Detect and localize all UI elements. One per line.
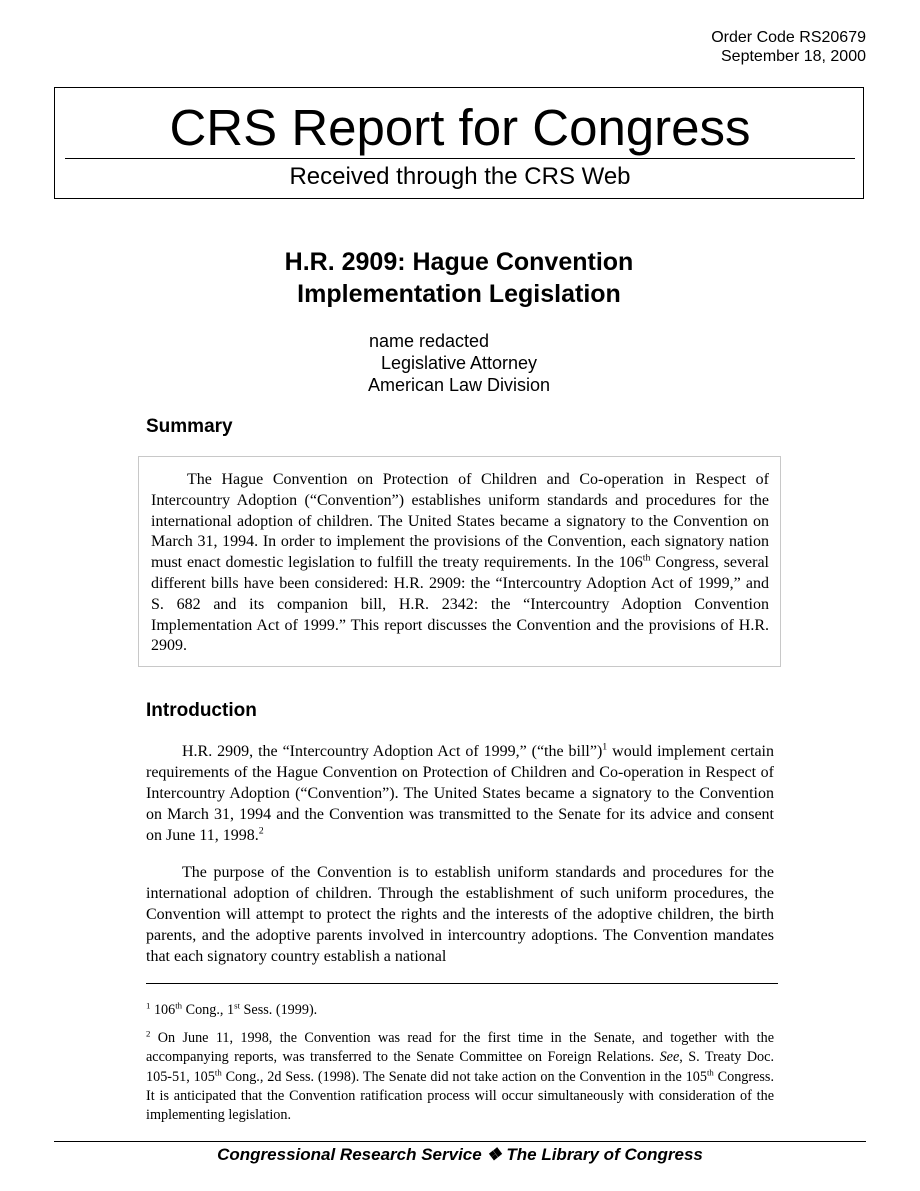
intro-paragraph-1: [146, 742, 774, 847]
intro-p1-b: would implement certain requirements of the Hague Convention on Protection of Children and Co-operation in Respect of Intercountry Adoption (“Convention”). The United States became a signatory to the Convention on March 31, 1994 and the Convention was transmitted to the Senate for its advice and consent on June 11, 1998.: [146, 743, 775, 844]
masthead-divider: [65, 158, 855, 159]
masthead-subtitle: Received through the CRS Web: [289, 163, 631, 190]
summary-superscript: th: [642, 552, 651, 564]
footnote-1-sup-b: st: [234, 1000, 240, 1011]
title-line-1: H.R. 2909: Hague Convention: [284, 248, 634, 276]
footnote-2-number: 2: [146, 1028, 151, 1039]
footnote-divider: [146, 983, 778, 984]
footnote-2-sup: th: [214, 1066, 222, 1077]
intro-p1-a: H.R. 2909, the “Intercountry Adoption Act of 1999,” (“the bill”): [182, 743, 603, 760]
author-division: American Law Division: [367, 375, 551, 395]
footnote-1: [146, 1001, 774, 1020]
footnote-1-text-b: Cong., 1: [182, 1002, 235, 1018]
footnote-2-text-a: On June 11, 1998, the Convention was read for the first time in the Senate, and together with the accompanying reports, was transferred to the Senate Committee on Foreign Relations.: [146, 1030, 774, 1066]
order-code: Order Code RS20679: [711, 29, 866, 46]
summary-heading: Summary: [146, 416, 233, 437]
footnote-2-text-b: , S. Treaty Doc. 105-51, 105: [146, 1049, 774, 1085]
summary-text-a: The Hague Convention on Protection of Children and Co-operation in Respect of Intercountry Adoption (“Convention”) establishes uniform standards and procedures for the international adoption of children. The United States became a signatory to the Convention on March 31, 1994. In order to implement the provisions of the Convention, each signatory nation must enact domestic legislation to fulfill the treaty requirements. In the 106: [151, 471, 769, 572]
footnote-2-text-d: Congress. It is anticipated that the Convention ratification process will occur simultaneously with consideration of the implementing legislation.: [146, 1068, 774, 1124]
introduction-heading: Introduction: [146, 700, 257, 721]
masthead-title: CRS Report for Congress: [169, 99, 751, 156]
footnote-1-number: 1: [146, 1000, 151, 1011]
footnote-ref-2: 2: [258, 825, 264, 837]
masthead: [54, 87, 864, 199]
page-footer: Congressional Research Service ❖ The Library of Congress: [217, 1145, 703, 1164]
footnote-2-sup-2: th: [706, 1066, 714, 1077]
author-block: [54, 330, 864, 396]
footnote-1-text-c: Sess. (1999).: [239, 1002, 318, 1018]
report-date: September 18, 2000: [721, 48, 866, 65]
intro-paragraph-2: The purpose of the Convention is to establish uniform standards and procedures for the international adoption of children. Through the establishment of such uniform procedures, the Convention will attempt to protect the rights and the interests of the adoptive children, the birth parents, and the adoptive parents involved in intercountry adoptions. The Convention mandates that each signatory country establish a national: [146, 864, 774, 965]
order-code-block: [711, 28, 866, 66]
footnote-2-text-c: Cong., 2d Sess. (1998). The Senate did not take action on the Convention in the 105: [221, 1068, 707, 1085]
author-position: Legislative Attorney: [380, 353, 538, 373]
footnote-2-see: See: [659, 1049, 680, 1066]
document-title: [54, 246, 864, 310]
footnote-2: [146, 1029, 774, 1125]
footer-divider: [54, 1141, 866, 1142]
footnote-1-sup-a: th: [175, 1000, 183, 1011]
author-name: name redacted: [368, 331, 490, 351]
summary-text-b: Congress, several different bills have been considered: H.R. 2909: the “Intercountry Adoption Act of 1999,” and S. 682 and its companion bill, H.R. 2342: the “Intercountry Adoption Convention Implementation Act of 1999.” This report discusses the Convention and the provisions of H.R. 2909.: [151, 554, 770, 655]
summary-text: [151, 470, 769, 657]
footnote-1-text-a: 106: [150, 1002, 176, 1018]
title-line-2: Implementation Legislation: [297, 280, 621, 308]
footnote-ref-1: 1: [602, 741, 608, 753]
